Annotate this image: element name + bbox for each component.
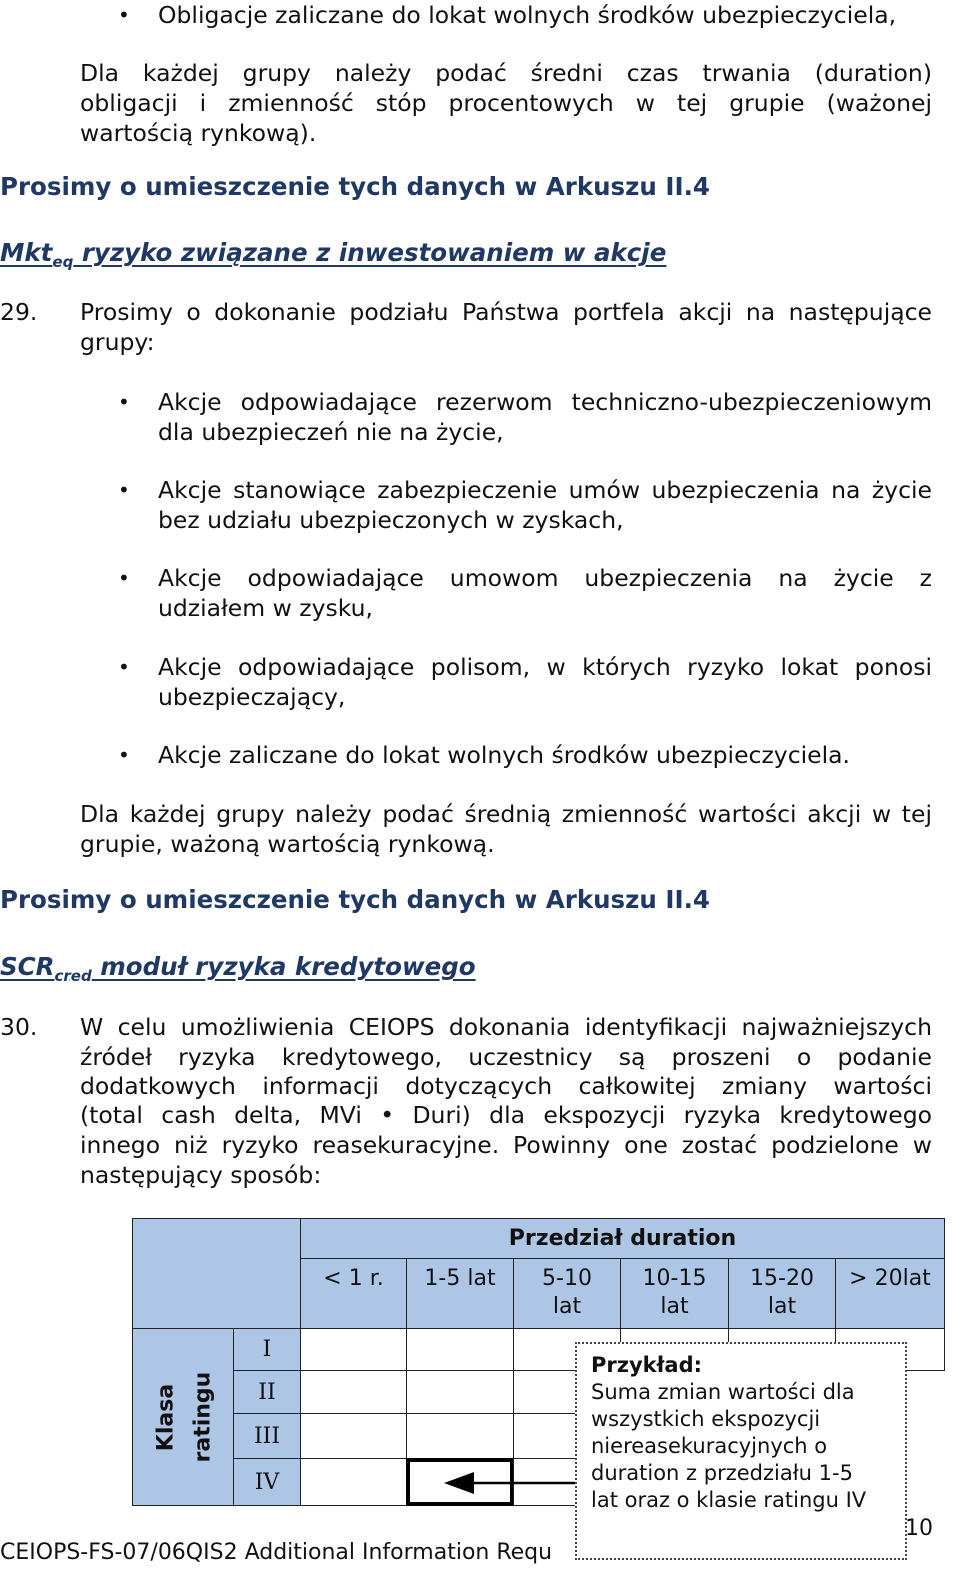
table-cell[interactable] — [406, 1328, 514, 1371]
request-sheet-note: Prosimy o umieszczenie tych danych w Arkuszu II.4 — [0, 885, 710, 914]
q29-bullet-3-line-2: udziałem w zysku, — [158, 594, 373, 622]
top-bullet-text: Obligacje zaliczane do lokat wolnych środków ubezpieczyciela, — [158, 1, 897, 29]
column-header — [513, 1258, 621, 1329]
column-header-label: lat — [552, 1294, 582, 1319]
q29-bullet-2-line-1: Akcje stanowiące zabezpieczenie umów ubezpieczenia na życie — [158, 476, 932, 504]
callout-line: lat oraz o klasie ratingu IV — [591, 1488, 867, 1512]
q29-bullet-2-line-2: bez udziału ubezpieczonych w zyskach, — [158, 506, 624, 534]
header-title-text: Przedział duration — [508, 1226, 737, 1251]
q30-line-4: (total cash delta, MVi • Duri) dla ekspozycji ryzyka kredytowego — [80, 1101, 932, 1129]
table-header-title — [300, 1218, 945, 1259]
column-header — [835, 1258, 945, 1329]
q29-bullet-4-line-2: ubezpieczający, — [158, 683, 346, 711]
question-number: 29. — [0, 298, 38, 326]
table-cell[interactable] — [300, 1370, 407, 1414]
column-header — [406, 1258, 514, 1329]
q29-note-line-2: grupie, ważoną wartością rynkową. — [80, 830, 495, 858]
callout-line: niereasekuracyjnych o — [591, 1434, 828, 1458]
bullet-dot: • — [118, 390, 130, 414]
row-label-text: I — [262, 1337, 272, 1362]
page-number: 10 — [905, 1516, 933, 1541]
bullet-dot: • — [118, 478, 130, 502]
q29-line-2: grupy: — [80, 328, 155, 356]
q30-line-5: innego niż ryzyko reasekuracyjne. Powinny one zostać podzielone w — [80, 1131, 932, 1159]
row-label — [233, 1328, 301, 1371]
q30-line-3: dodatkowych informacji dotyczących całkowitej zmiany wartości — [80, 1072, 932, 1100]
heading-rest: ryzyko związane z inwestowaniem w akcje — [73, 238, 667, 267]
callout-line: duration z przedziału 1-5 — [591, 1461, 853, 1485]
q29-note-line-1: Dla każdej grupy należy podać średnią zmienność wartości akcji w tej — [80, 800, 932, 828]
table-cell[interactable] — [406, 1370, 514, 1414]
callout-title: Przykład: — [591, 1353, 703, 1377]
heading-main: SCR — [0, 952, 55, 981]
bullet-dot: • — [118, 655, 130, 679]
table-cell[interactable] — [300, 1458, 407, 1506]
q29-line-1: Prosimy o dokonanie podziału Państwa portfela akcji na następujące — [80, 298, 932, 326]
row-group-label-1: Klasa — [153, 1383, 179, 1452]
callout-line: wszystkich ekspozycji — [591, 1407, 821, 1431]
question-number: 30. — [0, 1013, 38, 1041]
section-heading-credit — [0, 952, 476, 991]
column-header — [300, 1258, 407, 1329]
heading-subscript: cred — [54, 967, 92, 985]
column-header-label: lat — [767, 1294, 797, 1319]
bond-note-line-1: Dla każdej grupy należy podać średni czas trwania (duration) — [80, 59, 932, 87]
column-header — [728, 1258, 836, 1329]
q29-bullet-4-line-1: Akcje odpowiadające polisom, w których ryzyko lokat ponosi — [158, 653, 932, 681]
request-sheet-note: Prosimy o umieszczenie tych danych w Arkuszu II.4 — [0, 172, 710, 201]
bond-note-line-2: obligacji i zmienność stóp procentowych w tej grupie (ważonej — [80, 89, 932, 117]
column-header-label: lat — [660, 1294, 689, 1319]
bullet-dot: • — [118, 743, 130, 767]
table-cell[interactable] — [406, 1413, 514, 1459]
column-header-label: > 20lat — [849, 1266, 931, 1291]
column-header — [620, 1258, 729, 1329]
q29-bullet-1-line-1: Akcje odpowiadające rezerwom techniczno-ubezpieczeniowym — [158, 388, 932, 416]
row-label-text: II — [258, 1380, 276, 1405]
column-header-label: 5-10 — [542, 1266, 592, 1291]
section-heading-equity — [0, 238, 666, 277]
row-label — [233, 1413, 301, 1459]
q29-bullet-1-line-2: dla ubezpieczeń nie na życie, — [158, 418, 504, 446]
row-label-text: III — [253, 1424, 281, 1449]
bullet-dot: • — [118, 566, 130, 590]
column-header-label: < 1 r. — [323, 1266, 384, 1291]
row-label — [233, 1370, 301, 1414]
heading-subscript: eq — [52, 253, 74, 271]
bond-note-line-3: wartością rynkową). — [80, 119, 317, 147]
example-callout — [575, 1342, 907, 1560]
q30-line-1: W celu umożliwienia CEIOPS dokonania identyfikacji najważniejszych — [80, 1013, 932, 1041]
row-group-label-2: ratingu — [190, 1371, 216, 1463]
table-cell[interactable] — [300, 1413, 407, 1459]
column-header-label: 1-5 lat — [424, 1266, 496, 1291]
bullet-dot: • — [118, 3, 130, 27]
column-header-label: 10-15 — [642, 1266, 707, 1291]
page-footer: CEIOPS-FS-07/06QIS2 Additional Information Requ — [0, 1540, 553, 1565]
callout-line: Suma zmian wartości dla — [591, 1380, 855, 1404]
row-label — [233, 1458, 301, 1506]
q30-line-6: następujący sposób: — [80, 1161, 322, 1189]
arrow-left-icon — [440, 1470, 580, 1496]
q29-bullet-5-line-1: Akcje zaliczane do lokat wolnych środków ubezpieczyciela. — [158, 741, 850, 769]
q29-bullet-3-line-1: Akcje odpowiadające umowom ubezpieczenia na życie z — [158, 564, 932, 592]
q30-line-2: źródeł ryzyka kredytowego, uczestnicy są proszeni o podanie — [80, 1043, 932, 1071]
heading-rest: moduł ryzyka kredytowego — [91, 952, 476, 981]
table-corner-cell — [132, 1218, 301, 1329]
heading-main: Mkt — [0, 238, 53, 267]
column-header-label: 15-20 — [750, 1266, 814, 1291]
table-cell[interactable] — [300, 1328, 407, 1371]
row-label-text: IV — [254, 1470, 280, 1495]
row-group-header — [132, 1328, 234, 1506]
